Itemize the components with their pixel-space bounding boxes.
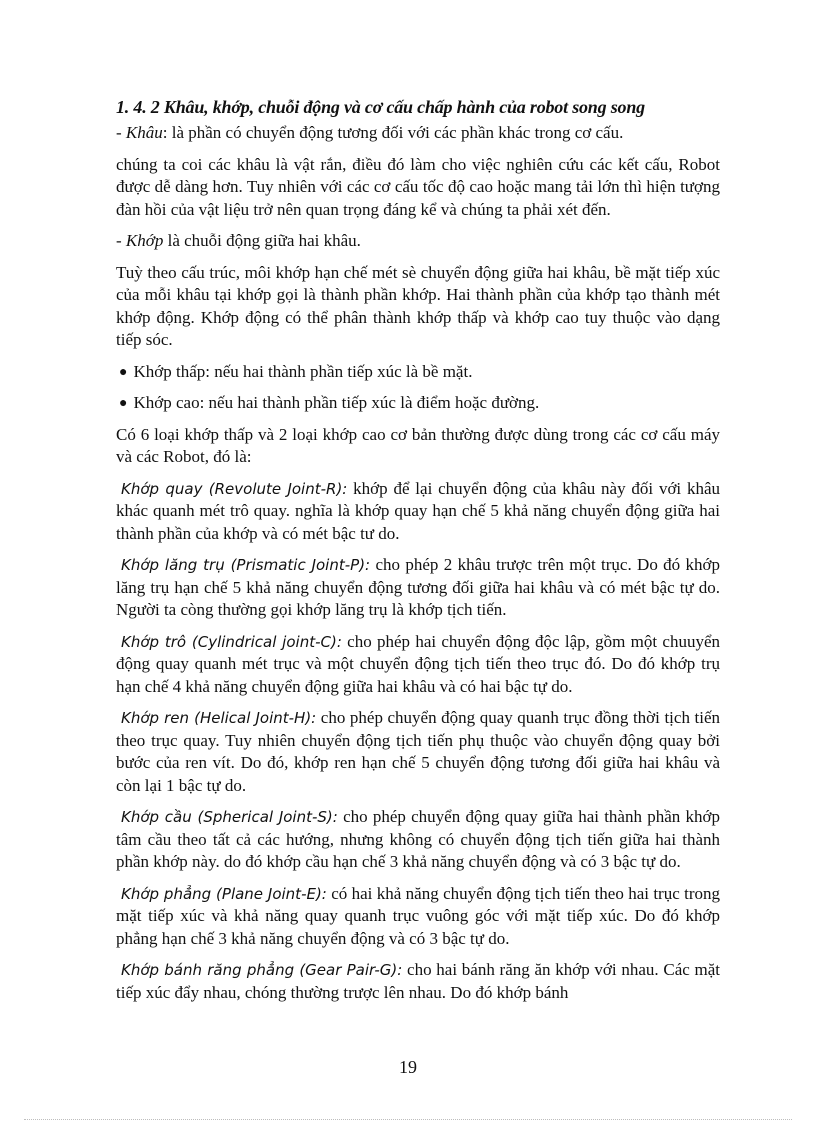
khop-definition: là chuỗi động giữa hai khâu. [163, 231, 361, 250]
joint-term: Khớp ren (Helical Joint-H): [121, 709, 317, 727]
paragraph-spherical-joint [116, 806, 720, 874]
paragraph-gear-pair-joint [116, 959, 720, 1004]
joint-term: Khớp quay (Revolute Joint-R): [121, 479, 348, 498]
list-item [116, 392, 720, 416]
bullet-icon: ● [119, 364, 128, 380]
list-item [116, 361, 720, 385]
joint-term: Khớp lăng trụ (Prismatic Joint-P): [121, 556, 371, 574]
joint-description: cho phép 2 khâu trược trên một trục. Do đó khớp lăng trụ hạn chế 5 khả năng chuyển động tương đối giữa hai khâu và có mét bậc tự do. Người ta còng thường gọi khớp lăng trụ là khớp tịch tiến. [116, 555, 720, 619]
joint-term: Khớp bánh răng phẳng (Gear Pair-G): [121, 961, 403, 979]
paragraph-plane-joint [116, 883, 720, 951]
paragraph-helical-joint [116, 707, 720, 797]
joint-class-list [116, 361, 720, 416]
paragraph-structure: Tuỳ theo cấu trúc, môi khớp hạn chế mét sè chuyển động giữa hai khâu, bề mặt tiếp xúc của mỗi khâu tại khớp gọi là thành phần khớp. Hai thành phần của khớp tạo thành mét khớp động. Khớp động có thể phân thành khớp thấp và khớp cao tuy thuộc vào dạng tiếp sóc. [116, 262, 720, 349]
page-number: 19 [399, 1057, 417, 1077]
joint-description: có hai khả năng chuyển động tịch tiến theo hai trục trong mặt tiếp xúc và khả năng quay quanh trục vuông góc với mặt tiếp xúc. Do đó khớp phẳng hạn chế 3 khả năng chuyển động và có 3 bậc tự do. [116, 883, 720, 948]
paragraph-prismatic-joint [116, 554, 720, 622]
page-bottom-divider [24, 1119, 792, 1120]
joint-term: Khớp trô (Cylindrical joint-C): [121, 632, 342, 651]
page-content [116, 96, 720, 1013]
paragraph-revolute-joint [116, 478, 720, 546]
paragraph-joint-types-intro: Có 6 loại khớp thấp và 2 loại khớp cao cơ bản thường được dùng trong các cơ cấu máy và các Robot, đó là: [116, 424, 720, 466]
list-item-text: Khớp thấp: nếu hai thành phần tiếp xúc là bề mặt. [133, 361, 473, 381]
paragraph-rigid-body: chúng ta coi các khâu là vật rắn, điều đó làm cho việc nghiên cứu các kết cấu, Robot được dễ dàng hơn. Tuy nhiên với các cơ cấu tốc độ cao hoặc mang tải lớn thì hiện tượng đàn hồi của vật liệu trở nên quan trọng đáng kể và chúng ta phải xét đến. [116, 154, 720, 219]
joint-description: cho phép chuyển động quay quanh trục đồng thời tịch tiến theo trục quay. Tuy nhiên chuyển động tịch tiến phụ thuộc vào chuyển động quay bởi bước của ren vít. Do đó, khớp ren hạn chế 5 chuyển động tương đối giữa hai khâu và còn lại 1 bậc tự do. [116, 708, 720, 795]
joint-description: cho hai bánh răng ăn khớp với nhau. Các mặt tiếp xúc đẩy nhau, chóng thường trược lên nhau. Do đó khớp bánh [116, 960, 720, 1002]
khau-definition: : là phần có chuyển động tương đối với các phần khác trong cơ cấu. [162, 123, 624, 142]
joint-description: cho phép chuyển động quay giữa hai thành phần khớp tâm cầu theo tất cả các hướng, nhưng không có chuyển động tịch tiến giữa hai thành phần khớp này. do đó khớp cầu hạn chế 3 khả năng chuyển động và có 3 bậc tự do. [116, 807, 720, 871]
paragraph-cylindrical-joint [116, 631, 720, 699]
khau-term: Khâu [125, 123, 163, 142]
joint-term: Khớp cầu (Spherical Joint-S): [121, 808, 338, 826]
joint-description: cho phép hai chuyển động độc lập, gồm một chuuyển động quay quanh mét trục và một chuyển động tịch tiến theo trục đó. Do đó khớp trụ hạn chế 4 khả năng chuyển động giữa hai khâu và có hai bậc tự do. [116, 631, 720, 696]
paragraph-khop: - Khớp là chuỗi động giữa hai khâu. [116, 231, 361, 250]
list-item-text: Khớp cao: nếu hai thành phần tiếp xúc là điểm hoặc đường. [133, 393, 540, 412]
paragraph-khau: - Khâu: là phần có chuyển động tương đối với các phần khác trong cơ cấu. [116, 123, 624, 142]
joint-term: Khớp phẳng (Plane Joint-E): [121, 884, 327, 903]
khop-term: Khớp [125, 231, 164, 250]
joint-description: khớp để lại chuyển động của khâu này đối với khâu khác quanh mét trô quay. nghĩa là khớp quay hạn chế 5 khả năng chuyển động giữa hai thành phần của khớp và có mét bậc tư do. [116, 478, 721, 543]
bullet-icon: ● [119, 396, 128, 411]
section-heading: 1. 4. 2 Khâu, khớp, chuỗi động và cơ cấu chấp hành của robot song song [116, 97, 645, 117]
